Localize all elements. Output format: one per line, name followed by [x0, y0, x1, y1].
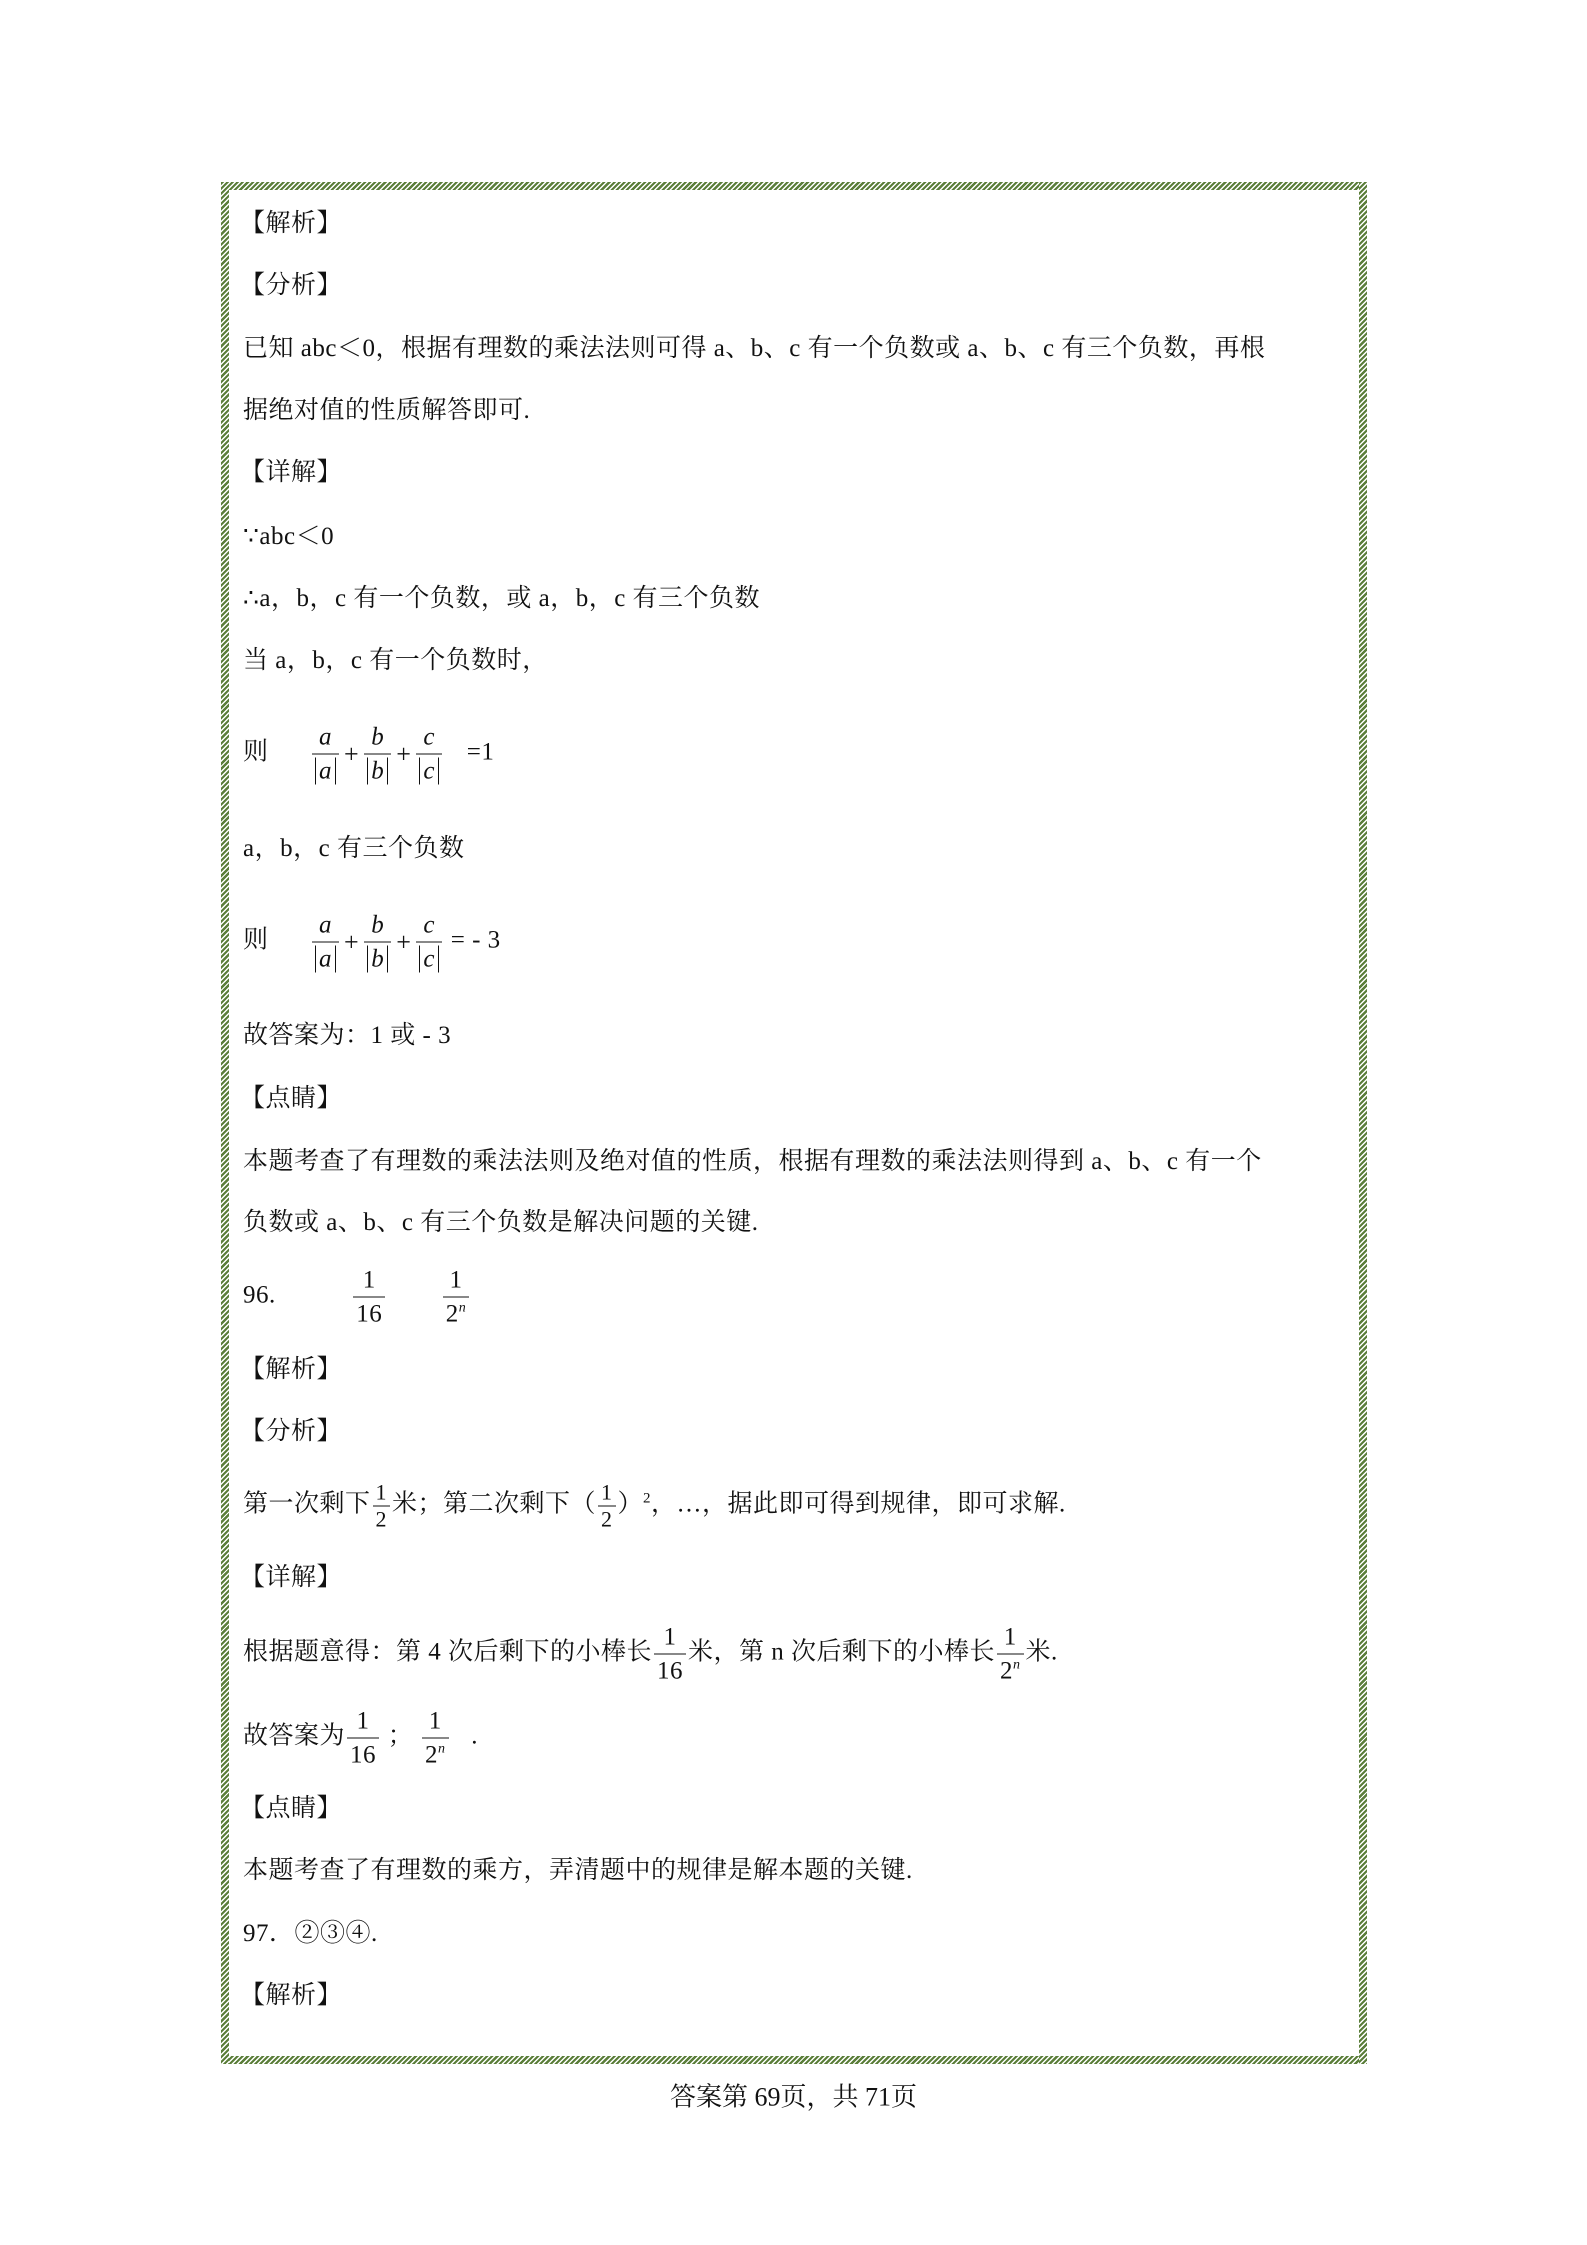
case-one-negative: 当 a，b，c 有一个负数时， — [243, 647, 548, 674]
question-97-answer: 97．②③④. — [243, 1920, 378, 1947]
formula-result: = - 3 — [450, 926, 501, 954]
therefore-statement: ∴a，b，c 有一个负数，或 a，b，c 有三个负数 — [243, 585, 761, 612]
fraction-1-over-16: $\frac{1}{16}$ — [353, 1268, 385, 1327]
fraction-1-over-2: $\frac{1}{2}$ — [373, 1482, 391, 1531]
section-heading-jiexi: 【解析】 — [240, 1982, 343, 2009]
fraction-b-over-abs-b: $\frac{b}{b}$ — [364, 725, 391, 784]
fraction-a-over-abs-a: $\frac{a}{a}$ — [312, 913, 339, 972]
answer-statement: 故答案为：1 或 - 3 — [243, 1022, 452, 1049]
fenxi-text-line-1: 已知 abc＜0，根据有理数的乘法法则可得 a、b、c 有一个负数或 a、b、c 有三个负数，再根 — [243, 335, 1266, 362]
fraction-a-over-abs-a: $\frac{a}{a}$ — [312, 725, 339, 784]
section-heading-jiexi: 【解析】 — [240, 1356, 343, 1383]
fraction-1-over-2n: $\frac{1}{2^n}$ — [422, 1709, 449, 1768]
because-statement: ∵abc＜0 — [243, 523, 335, 550]
dianjing-text-line-2: 负数或 a、b、c 有三个负数是解决问题的关键. — [243, 1209, 759, 1236]
border-right — [1359, 182, 1367, 2064]
page-footer: 答案第 69页，共 71页 — [669, 2082, 917, 2112]
xiangjie-text: 根据题意得：第 4 次后剩下的小棒长 $\frac{1}{16}$ 米，第 n 次后剩下的小棒长 $\frac{1}{2^n}$ 米. — [243, 1623, 1058, 1685]
fraction-b-over-abs-b: $\frac{b}{b}$ — [364, 913, 391, 972]
formula-prefix: 则 — [243, 926, 269, 954]
dianjing-text-line-1: 本题考查了有理数的乘法法则及绝对值的性质，根据有理数的乘法法则得到 a、b、c 有一个 — [243, 1148, 1262, 1175]
formula-prefix: 则 — [243, 738, 269, 766]
fenxi-text: 第一次剩下 $\frac{1}{2}$ 米；第二次剩下（ $\frac{1}{2}$ ）$^2$，…，据此即可得到规律，即可求解. — [243, 1479, 1066, 1532]
fraction-1-over-2n: $\frac{1}{2^n}$ — [443, 1268, 470, 1327]
border-bottom — [221, 2056, 1367, 2064]
section-heading-jiexi: 【解析】 — [240, 210, 343, 237]
answer-statement: 故答案为 $\frac{1}{16}$ ； $\frac{1}{2^n}$ . — [243, 1707, 479, 1769]
section-heading-xiangjie: 【详解】 — [240, 1564, 343, 1591]
section-heading-dianjing: 【点睛】 — [240, 1795, 343, 1822]
section-heading-fenxi: 【分析】 — [240, 1418, 343, 1445]
case-three-negatives: a，b，c 有三个负数 — [243, 835, 465, 862]
formula-case-one: 则 $\frac{a}{a}$ + $\frac{b}{b}$ + $\frac{c}{c}$ =1 — [243, 723, 495, 785]
fraction-c-over-abs-c: $\frac{c}{c}$ — [416, 913, 442, 972]
section-heading-dianjing: 【点睛】 — [240, 1085, 343, 1112]
fraction-1-over-2n: $\frac{1}{2^n}$ — [997, 1625, 1024, 1684]
border-top — [221, 182, 1367, 190]
fraction-1-over-16: $\frac{1}{16}$ — [654, 1625, 686, 1684]
border-left — [221, 182, 229, 2064]
section-heading-xiangjie: 【详解】 — [240, 459, 343, 486]
formula-result: =1 — [466, 738, 495, 766]
fraction-1-over-2: $\frac{1}{2}$ — [598, 1482, 616, 1531]
fenxi-text-line-2: 据绝对值的性质解答即可. — [243, 397, 531, 424]
page-border-frame — [221, 182, 1367, 2064]
question-number: 96. — [243, 1281, 276, 1309]
fraction-1-over-16: $\frac{1}{16}$ — [347, 1709, 379, 1768]
fraction-c-over-abs-c: $\frac{c}{c}$ — [416, 725, 442, 784]
dianjing-text: 本题考查了有理数的乘方，弄清题中的规律是解本题的关键. — [243, 1857, 913, 1884]
question-96-answer — [243, 1268, 471, 1327]
formula-case-three: 则 $\frac{a}{a}$ + $\frac{b}{b}$ + $\frac{c}{c}$ = - 3 — [243, 911, 501, 973]
section-heading-fenxi: 【分析】 — [240, 272, 343, 299]
